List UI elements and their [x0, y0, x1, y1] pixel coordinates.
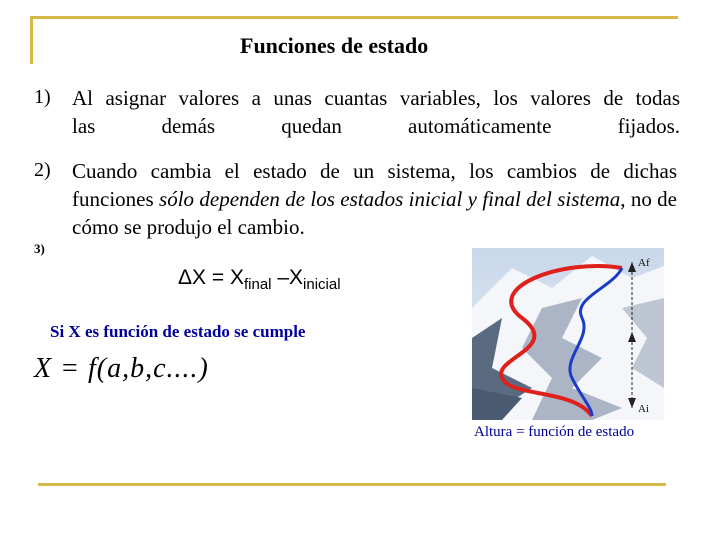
item-3-number: 3): [34, 241, 45, 256]
state-function-note: Si X es función de estado se cumple: [50, 322, 306, 341]
mountain-image: [472, 248, 664, 420]
label-ai: Ai: [638, 403, 649, 415]
item-2-text-b: , no de cómo se produjo el cambio.: [72, 187, 677, 239]
function-expression: X = f(a,b,c....): [34, 353, 209, 384]
item-1-number: 1): [34, 86, 51, 108]
formula-lhs: ΔX = X: [178, 266, 244, 289]
item-2-text-italic: sólo dependen de los estados inicial y final del sistema: [159, 187, 621, 211]
item-2-text: [72, 157, 677, 241]
label-af: Af: [638, 257, 650, 269]
slide-title: Funciones de estado: [240, 33, 429, 58]
image-caption: Altura = función de estado: [474, 424, 635, 440]
bottom-divider: [38, 483, 666, 486]
item-2-number: 2): [34, 159, 51, 181]
formula-sub-final: final: [243, 276, 272, 294]
delta-formula: [178, 266, 341, 293]
left-divider: [30, 16, 33, 64]
formula-minus: –X: [271, 266, 304, 289]
item-1-line-1: Al asignar valores a unas cuantas variables, los valores de todas: [72, 86, 680, 110]
item-1-text: [72, 84, 680, 140]
formula-sub-initial: inicial: [303, 276, 341, 294]
item-2-text-a: Cuando cambia el estado de un sistema, los cambios de dichas funciones: [72, 159, 677, 211]
item-1-line-2: las demás quedan automáticamente fijados.: [72, 114, 680, 138]
top-divider: [30, 16, 678, 19]
